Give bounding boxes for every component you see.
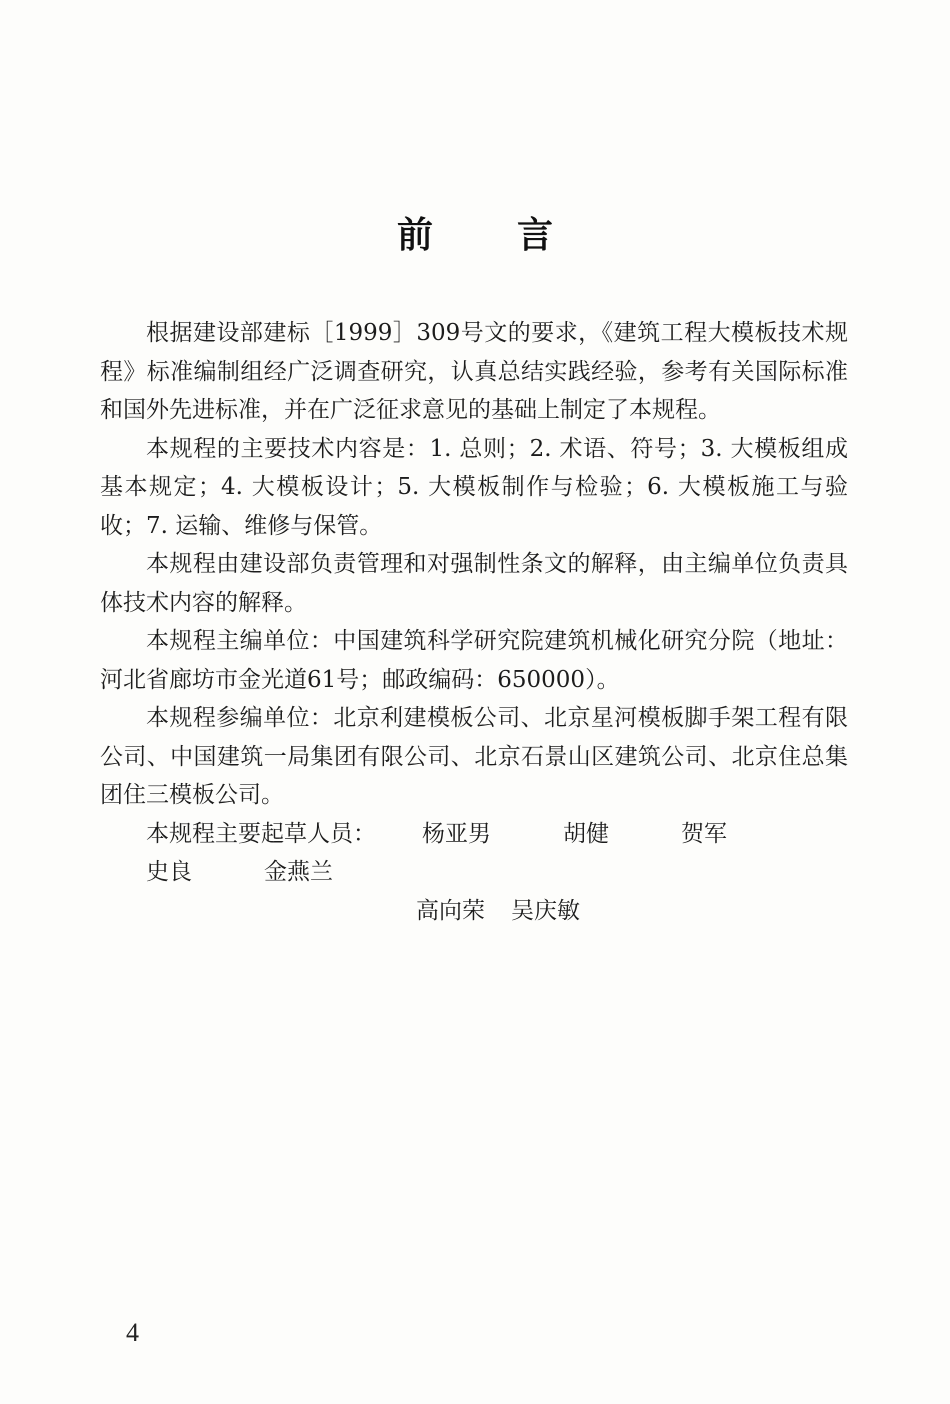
paragraph-management: 本规程由建设部负责管理和对强制性条文的解释，由主编单位负责具体技术内容的解释。 [100,551,848,616]
drafters-label: 本规程主要起草人员： [146,820,376,847]
drafter-name: 贺军 [681,820,727,847]
drafter-name: 杨亚男 [422,820,491,847]
paragraph-contents: 本规程的主要技术内容是：1. 总则；2. 术语、符号；3. 大模板组成基本规定；4. 大模板设计；5. 大模板制作与检验；6. 大模板施工与验收；7. 运输、维修与保管。 [100,435,848,539]
body-text [100,314,848,930]
paragraph-basis: 根据建设部建标［1999］309号文的要求，《建筑工程大模板技术规程》标准编制组经广泛调查研究，认真总结实践经验，参考有关国际标准和国外先进标准，并在广泛征求意见的基础上制定了本规程。 [100,320,848,423]
drafter-name: 胡健 [563,820,609,847]
drafter-name: 史良 [146,859,192,885]
drafter-name: 高向荣 [416,897,485,924]
drafter-name: 吴庆敏 [511,897,580,924]
page-title: 前言 [396,215,637,256]
paragraph-participants: 本规程参编单位：北京利建模板公司、北京星河模板脚手架工程有限公司、中国建筑一局集团有限公司、北京石景山区建筑公司、北京住总集团住三模板公司。 [100,705,848,808]
drafters-line-1 [100,815,848,892]
page-number: 4 [126,1318,139,1347]
paragraph-chief-editor: 本规程主编单位：中国建筑科学研究院建筑机械化研究分院（地址：河北省廊坊市金光道61号；邮政编码：650000）。 [100,628,848,693]
drafter-name: 金燕兰 [264,859,333,885]
drafters-line-2 [100,892,848,931]
